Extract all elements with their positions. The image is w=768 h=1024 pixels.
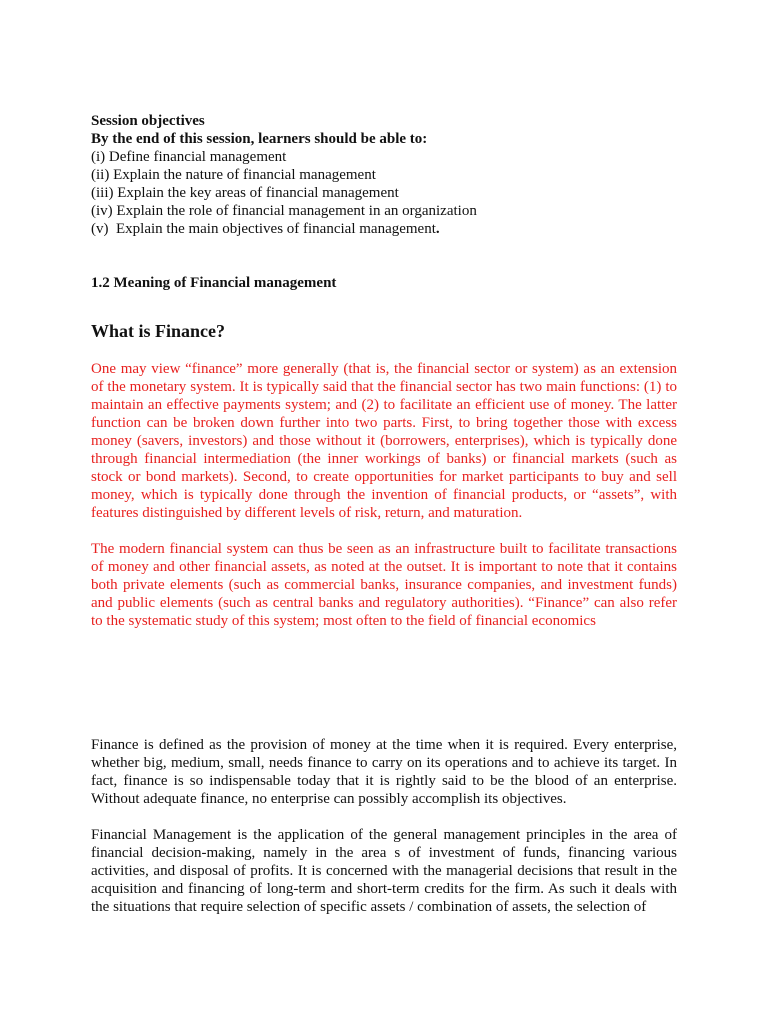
objective-item-1: (i) Define financial management — [91, 149, 287, 165]
finance-paragraph-3: Finance is defined as the provision of money at the time when it is required. Every enterprise, whether big, medium, small, needs finance to carry on its operations and to achieve its target. In fact, finance is so indispensable today that it is rightly said to be the blood of an enterprise. Without adequate finance, no enterprise can possibly accomplish its objectives. — [91, 737, 677, 807]
section-heading: 1.2 Meaning of Financial management — [91, 275, 337, 291]
session-objectives — [91, 112, 677, 238]
objective-item-5-wrapper — [91, 220, 677, 238]
finance-paragraph-1: One may view “finance” more generally (that is, the financial sector or system) as an extension of the monetary system. It is typically said that the financial sector has two main functions: (1) to maintain an effective payments system; and (2) to facilitate an efficient use of money. The latter function can be broken down further into two parts. First, to bring together those with excess money (savers, investors) and those without it (borrowers, enterprises), which is typically done through financial intermediation (the inner workings of banks) or financial markets (such as stock or bond markets). Second, to create opportunities for market participants to buy and sell money, which is typically done through the invention of financial products, or “assets”, with features distinguished by different levels of risk, return, and maturation. — [91, 361, 677, 521]
objectives-intro: By the end of this session, learners should be able to: — [91, 131, 428, 147]
financial-management-paragraph: Financial Management is the application of the general management principles in the area of financial decision-making, namely in the area s of investment of funds, financing various activities, and disposal of profits. It is concerned with the managerial decisions that result in the acquisition and financing of long-term and short-term credits for the firm. As such it deals with the situations that require selection of specific assets / combination of assets, the selection of — [91, 827, 677, 915]
objective-item-4: (iv) Explain the role of financial management in an organization — [91, 203, 477, 219]
document-page — [91, 112, 677, 916]
objectives-title: Session objectives — [91, 113, 205, 129]
objective-item-2: (ii) Explain the nature of financial management — [91, 167, 376, 183]
finance-paragraph-2: The modern financial system can thus be seen as an infrastructure built to facilitate transactions of money and other financial assets, as noted at the outset. It is important to note that it contains both private elements (such as commercial banks, insurance companies, and investment funds) and public elements (such as central banks and regulatory authorities). “Finance” can also refer to the systematic study of this system; most often to the field of financial economics — [91, 541, 677, 629]
what-is-finance-heading: What is Finance? — [91, 321, 226, 341]
objective-item-3: (iii) Explain the key areas of financial management — [91, 185, 399, 201]
objective-item-5-period: . — [435, 221, 440, 237]
objective-item-5: (v) Explain the main objectives of financial management — [91, 221, 436, 237]
